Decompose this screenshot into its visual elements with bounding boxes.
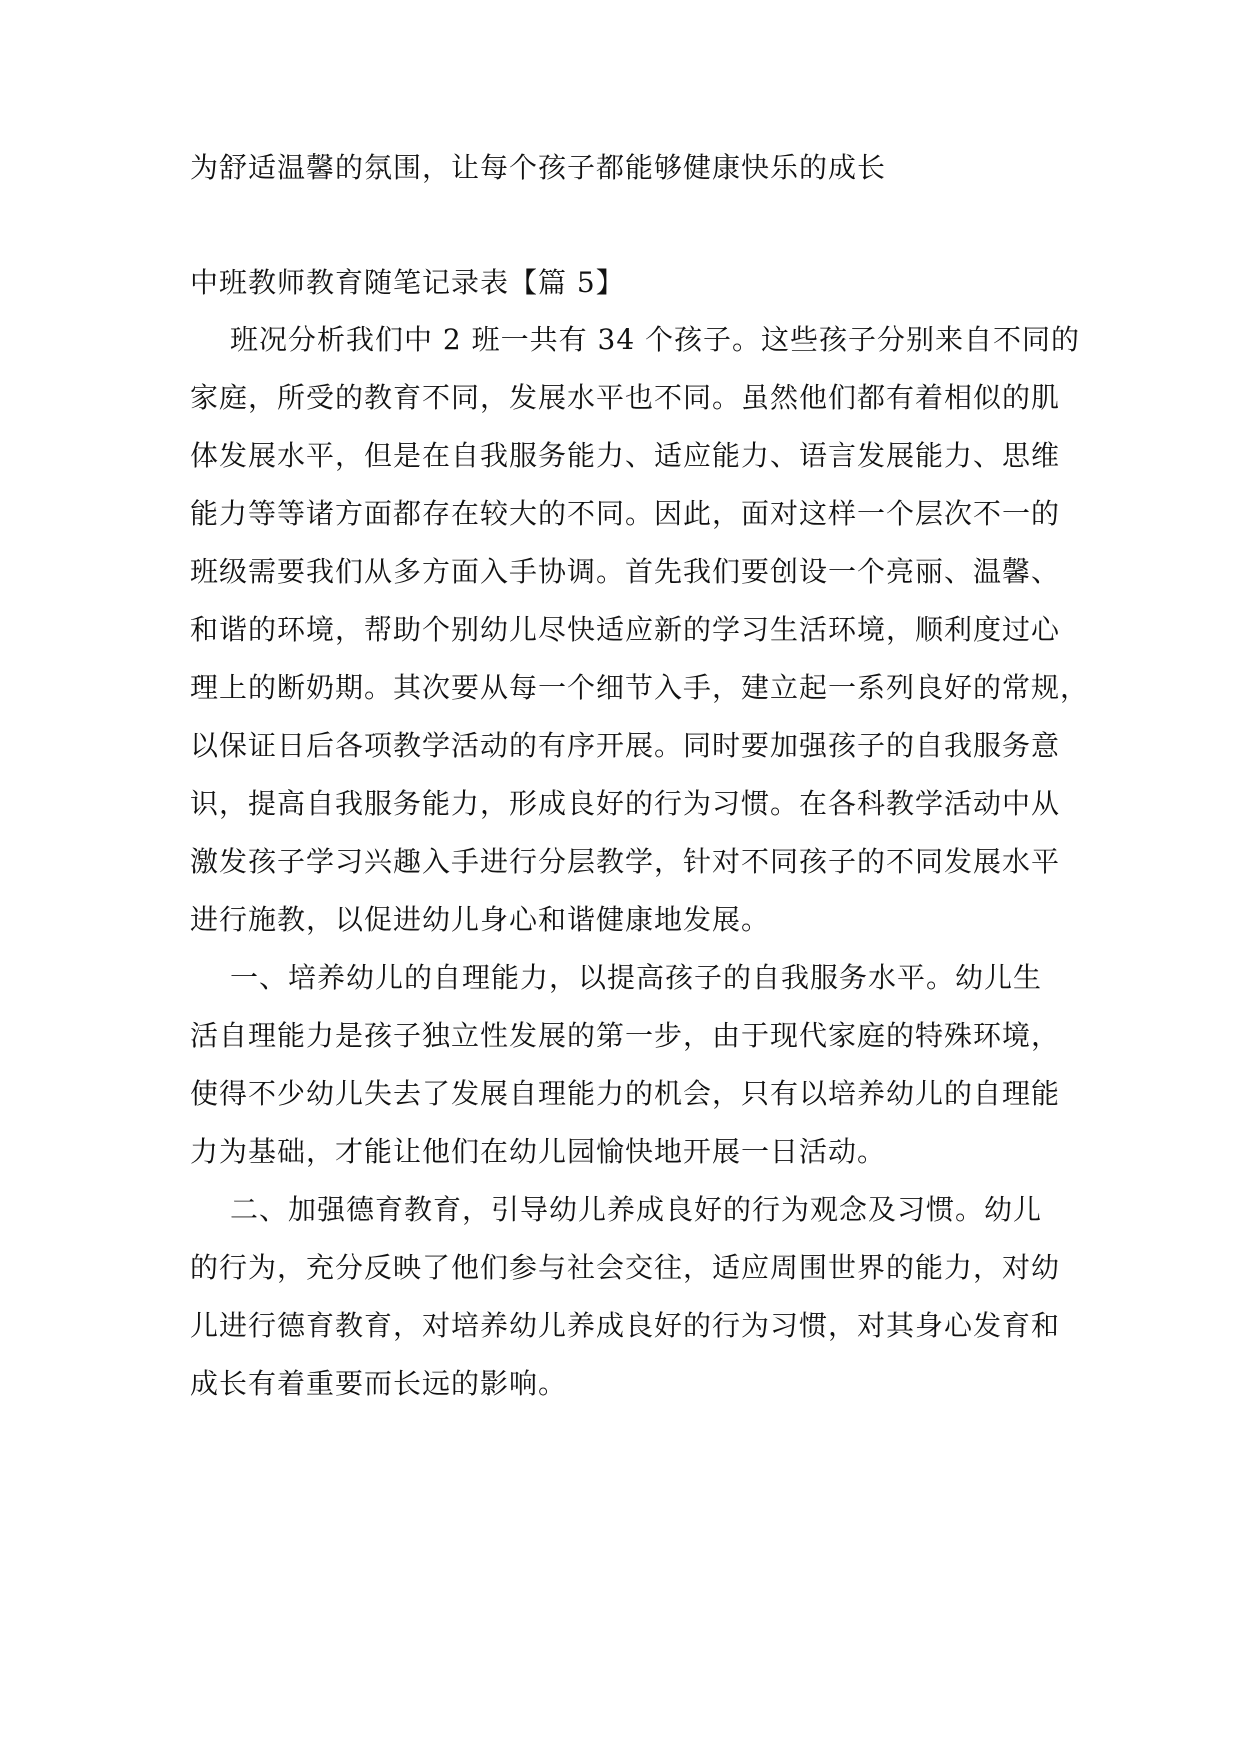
paragraph-3-line-2: 的行为，充分反映了他们参与社会交往，适应周围世界的能力，对幼 (190, 1251, 1061, 1284)
text-line-continuation: 为舒适温馨的氛围，让每个孩子都能够健康快乐的成长 (190, 151, 887, 184)
paragraph-2-line-4: 力为基础，才能让他们在幼儿园愉快地开展一日活动。 (190, 1135, 887, 1168)
paragraph-1-line-6: 和谐的环境，帮助个别幼儿尽快适应新的学习生活环境，顺利度过心 (190, 613, 1061, 646)
paragraph-1-line-10: 激发孩子学习兴趣入手进行分层教学，针对不同孩子的不同发展水平 (190, 845, 1061, 878)
paragraph-1-line-1: 班况分析我们中 2 班一共有 34 个孩子。这些孩子分别来自不同的 (230, 323, 1081, 356)
paragraph-1-line-2: 家庭，所受的教育不同，发展水平也不同。虽然他们都有着相似的肌 (190, 381, 1061, 414)
paragraph-1-line-7: 理上的断奶期。其次要从每一个细节入手，建立起一系列良好的常规， (190, 671, 1090, 704)
section-title: 中班教师教育随笔记录表【篇 5】 (190, 266, 625, 299)
paragraph-1-line-9: 识，提高自我服务能力，形成良好的行为习惯。在各科教学活动中从 (190, 787, 1061, 820)
paragraph-2-line-1: 一、培养幼儿的自理能力，以提高孩子的自我服务水平。幼儿生 (230, 961, 1043, 994)
paragraph-1-line-8: 以保证日后各项教学活动的有序开展。同时要加强孩子的自我服务意 (190, 729, 1061, 762)
paragraph-1-line-5: 班级需要我们从多方面入手协调。首先我们要创设一个亮丽、温馨、 (190, 555, 1061, 588)
paragraph-3-line-4: 成长有着重要而长远的影响。 (190, 1367, 568, 1400)
paragraph-1-line-3: 体发展水平，但是在自我服务能力、适应能力、语言发展能力、思维 (190, 439, 1061, 472)
paragraph-3-line-3: 儿进行德育教育，对培养幼儿养成良好的行为习惯，对其身心发育和 (190, 1309, 1061, 1342)
paragraph-2-line-2: 活自理能力是孩子独立性发展的第一步，由于现代家庭的特殊环境， (190, 1019, 1061, 1052)
paragraph-3-line-1: 二、加强德育教育，引导幼儿养成良好的行为观念及习惯。幼儿 (230, 1193, 1043, 1226)
paragraph-1-line-11: 进行施教，以促进幼儿身心和谐健康地发展。 (190, 903, 771, 936)
paragraph-1-line-4: 能力等等诸方面都存在较大的不同。因此，面对这样一个层次不一的 (190, 497, 1061, 530)
paragraph-2-line-3: 使得不少幼儿失去了发展自理能力的机会，只有以培养幼儿的自理能 (190, 1077, 1061, 1110)
